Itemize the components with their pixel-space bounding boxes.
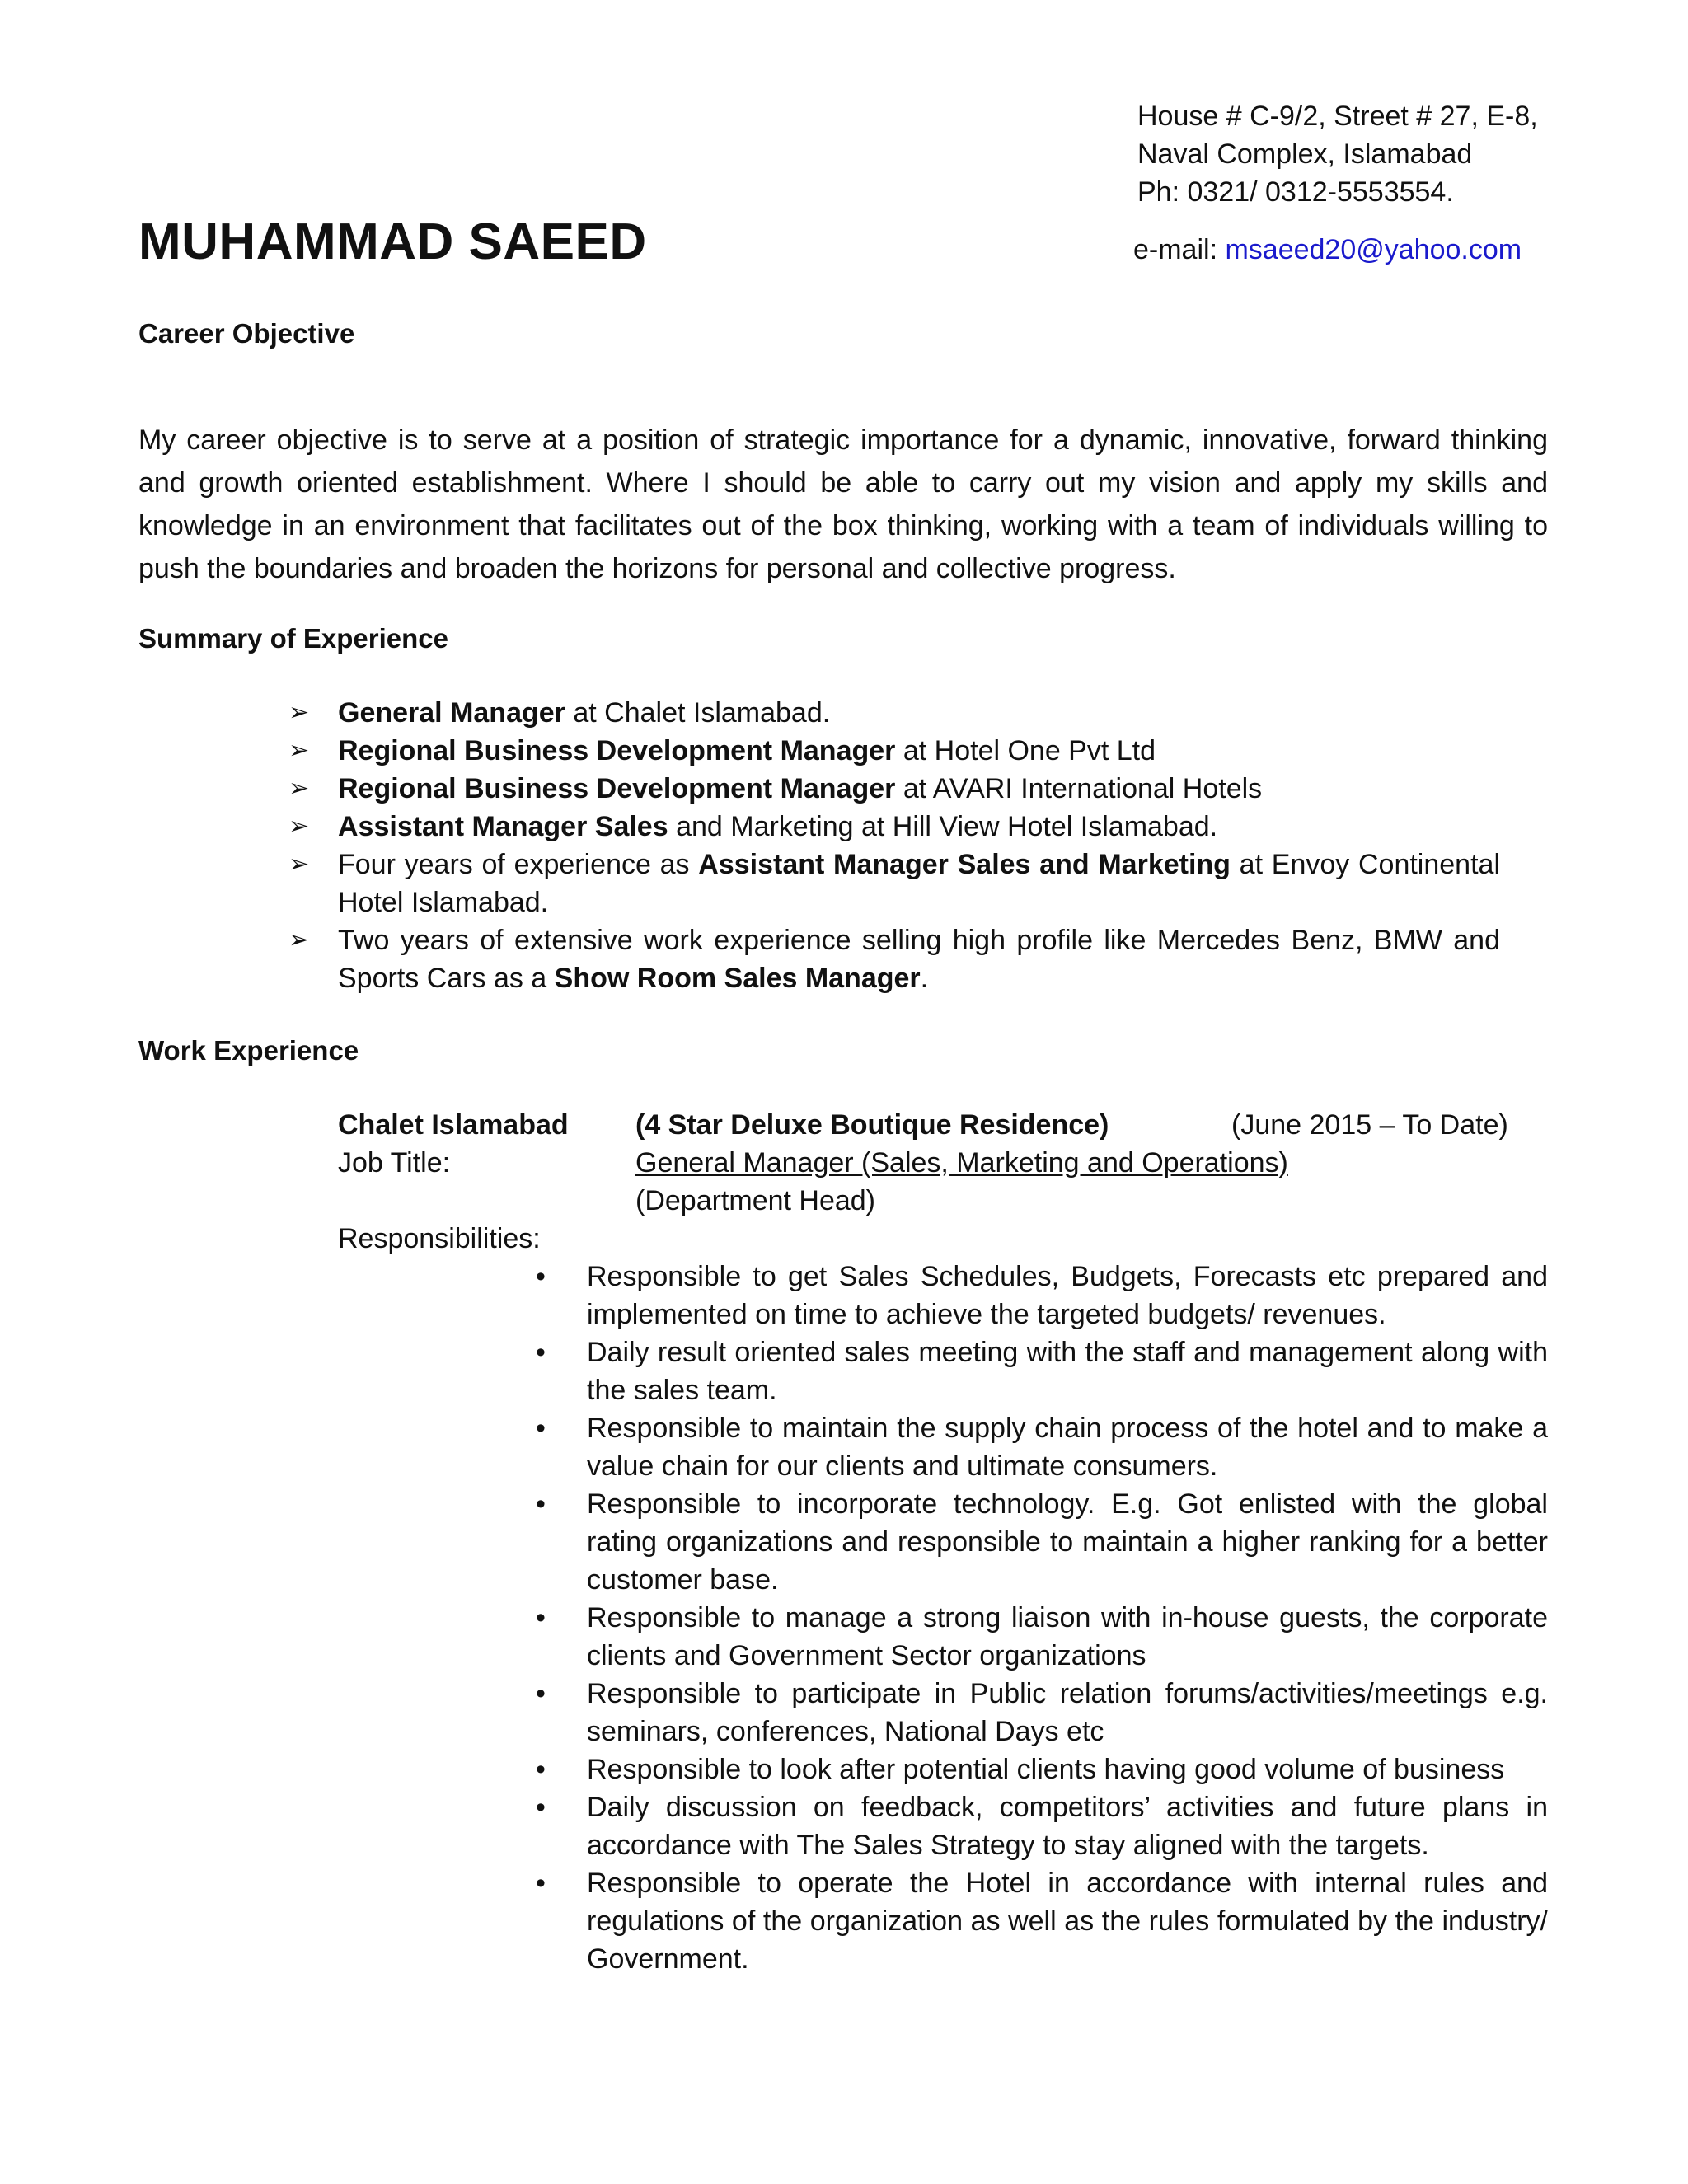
email-line bbox=[1133, 234, 1522, 266]
career-objective-text: My career objective is to serve at a position of strategic importance for a dynamic, innovative, forward thinking and growth oriented establishment. Where I should be able to carry out my vision and apply my skills and knowledge in an environment that facilitates out of the box thinking, working with a team of individuals willing to push the boundaries and broaden the horizons for personal and collective progress. bbox=[138, 424, 1548, 584]
email-label: e-mail: bbox=[1133, 234, 1226, 265]
career-objective-heading: Career Objective bbox=[138, 318, 355, 349]
bullet-icon: • bbox=[536, 1792, 546, 1823]
summary-item: ➢ Regional Business Development Manager at Hotel One Pvt Ltd bbox=[198, 732, 1500, 770]
bullet-icon: • bbox=[536, 1678, 546, 1709]
responsibility-item: • Responsible to look after potential clients having good volume of business bbox=[528, 1750, 1548, 1788]
arrow-bullet-icon: ➢ bbox=[288, 737, 310, 764]
address-line: House # C-9/2, Street # 27, E-8, bbox=[1137, 101, 1538, 132]
candidate-name: MUHAMMAD SAEED bbox=[138, 213, 647, 270]
responsibility-item: • Responsible to operate the Hotel in accordance with internal rules and regulations of the organization as well as the rules formulated by the industry/ Government. bbox=[528, 1864, 1548, 1978]
responsibility-item: • Daily discussion on feedback, competitors’ activities and future plans in accordance with The Sales Strategy to stay aligned with the targets. bbox=[528, 1788, 1548, 1864]
address-line: Ph: 0321/ 0312-5553554. bbox=[1137, 176, 1454, 208]
bullet-icon: • bbox=[536, 1754, 546, 1785]
company-name: Chalet Islamabad bbox=[338, 1109, 569, 1141]
responsibility-item: • Daily result oriented sales meeting with the staff and management along with the sales team. bbox=[528, 1333, 1548, 1409]
arrow-bullet-icon: ➢ bbox=[288, 926, 310, 954]
bullet-icon: • bbox=[536, 1337, 546, 1368]
company-description: (4 Star Deluxe Boutique Residence) bbox=[635, 1109, 1109, 1141]
bullet-icon: • bbox=[536, 1488, 546, 1520]
responsibilities-label: Responsibilities: bbox=[338, 1223, 541, 1254]
responsibilities-list bbox=[528, 1258, 1548, 1978]
summary-list bbox=[198, 694, 1500, 997]
responsibility-item: • Responsible to maintain the supply chain process of the hotel and to make a value chain for our clients and ultimate consumers. bbox=[528, 1409, 1548, 1485]
arrow-bullet-icon: ➢ bbox=[288, 813, 310, 840]
job-title-label: Job Title: bbox=[338, 1147, 451, 1179]
bullet-icon: • bbox=[536, 1868, 546, 1899]
job-title-note: (Department Head) bbox=[635, 1185, 876, 1216]
job-title: General Manager (Sales, Marketing and Operations) bbox=[635, 1147, 1288, 1179]
summary-item: ➢ Two years of extensive work experience selling high profile like Mercedes Benz, BMW and Sports Cars as a Show Room Sales Manager. bbox=[198, 921, 1500, 997]
arrow-bullet-icon: ➢ bbox=[288, 851, 310, 878]
bullet-icon: • bbox=[536, 1261, 546, 1292]
summary-heading: Summary of Experience bbox=[138, 623, 448, 654]
responsibility-item: • Responsible to manage a strong liaison with in-house guests, the corporate clients and Government Sector organizations bbox=[528, 1599, 1548, 1675]
responsibility-item: • Responsible to incorporate technology. E.g. Got enlisted with the global rating organizations and responsible to maintain a higher ranking for a better customer base. bbox=[528, 1485, 1548, 1599]
summary-item: ➢ General Manager at Chalet Islamabad. bbox=[198, 694, 1500, 732]
summary-item: ➢ Four years of experience as Assistant Manager Sales and Marketing at Envoy Continental Hotel Islamabad. bbox=[198, 846, 1500, 921]
bullet-icon: • bbox=[536, 1413, 546, 1444]
responsibility-item: • Responsible to participate in Public relation forums/activities/meetings e.g. seminars, conferences, National Days etc bbox=[528, 1675, 1548, 1750]
address-block bbox=[1137, 97, 1538, 211]
summary-item: ➢ Assistant Manager Sales and Marketing at Hill View Hotel Islamabad. bbox=[198, 808, 1500, 846]
summary-item: ➢ Regional Business Development Manager at AVARI International Hotels bbox=[198, 770, 1500, 808]
address-line: Naval Complex, Islamabad bbox=[1137, 138, 1473, 170]
arrow-bullet-icon: ➢ bbox=[288, 775, 310, 802]
arrow-bullet-icon: ➢ bbox=[288, 699, 310, 726]
email-link[interactable]: msaeed20@yahoo.com bbox=[1225, 234, 1522, 265]
work-experience-heading: Work Experience bbox=[138, 1035, 359, 1066]
responsibility-item: • Responsible to get Sales Schedules, Budgets, Forecasts etc prepared and implemented on time to achieve the targeted budgets/ revenues. bbox=[528, 1258, 1548, 1333]
bullet-icon: • bbox=[536, 1602, 546, 1633]
job-period: (June 2015 – To Date) bbox=[1231, 1109, 1508, 1141]
